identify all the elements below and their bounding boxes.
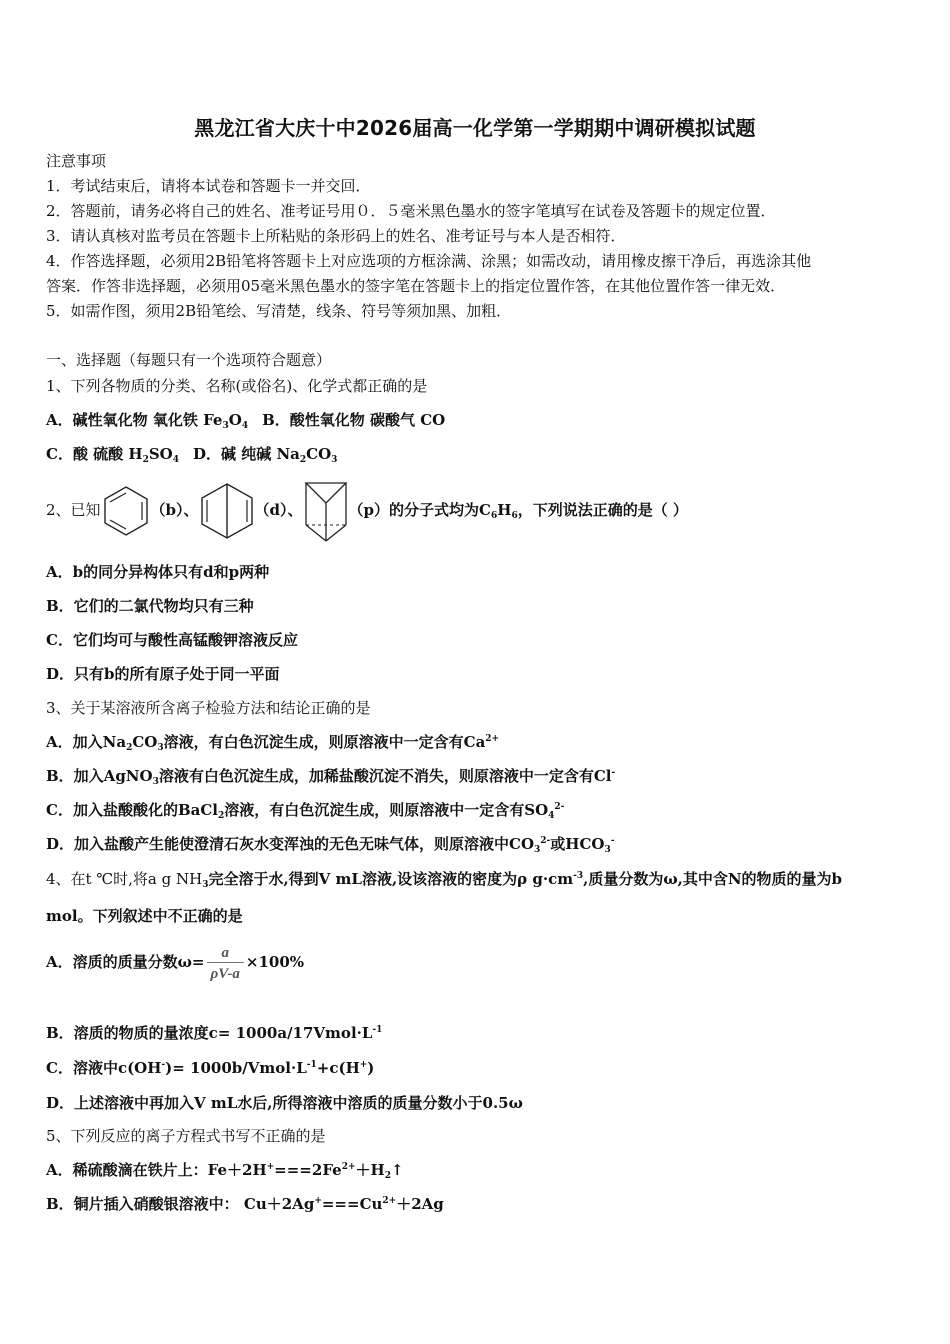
question-4-option-b: B．溶质的物质的量浓度$c= 1000a/17Vmol\cdot L^{-1}$: [46, 1024, 383, 1042]
notice-item: 5．如需作图，须用2B铅笔绘、写清楚，线条、符号等须加黑、加粗．: [46, 302, 512, 320]
notice-heading: 注意事项: [46, 152, 107, 170]
question-2-option: C．它们均可与酸性高锰酸钾溶液反应: [46, 631, 298, 649]
section-heading: 一、选择题（每题只有一个选项符合题意）: [46, 351, 332, 369]
notice-item: 1．考试结束后，请将本试卷和答题卡一并交回．: [46, 177, 371, 195]
question-4-option-d: D．上述溶液中再加入V mL水后,所得溶液中溶质的质量分数小于0.5ω: [46, 1094, 523, 1112]
mass-fraction-formula: $\frac{a}{\rho V-a}$: [207, 944, 244, 983]
question-1-options-ab: A．碱性氧化物 氧化铁 $Fe_3O_4$ B．酸性氧化物 碳酸气 CO: [46, 411, 446, 431]
question-5-stem: 5、下列反应的离子方程式书写不正确的是: [46, 1127, 326, 1145]
question-3-option-d: D．加入盐酸产生能使澄清石灰水变浑浊的无色无味气体，则原溶液中$CO_3^{2-}$或$HCO_3^-$: [46, 835, 615, 855]
question-3-stem: 3、关于某溶液所含离子检验方法和结论正确的是: [46, 699, 371, 717]
notice-item: 3．请认真核对监考员在答题卡上所粘贴的条形码上的姓名、准考证号与本人是否相符．: [46, 227, 626, 245]
question-5-option-a: A．稀硫酸滴在铁片上：$Fe+2H^+===2Fe^{2+}+H_2↑$: [46, 1161, 404, 1181]
dewar-benzene-structure-icon: [199, 481, 255, 541]
question-2-stem: 2、已知 （b）、 （d）、 （p）的分子式均为$C_6H_6$，下列说法正确的是（ ）: [46, 474, 688, 546]
question-3-option-b: B．加入AgNO$_3$溶液有白色沉淀生成，加稀盐酸沉淀不消失，则原溶液中一定含有Cl-: [46, 767, 616, 787]
page-title: 黑龙江省大庆十中2026届高一化学第一学期期中调研模拟试题: [194, 116, 756, 140]
question-3-option-c: C．加入盐酸酸化的BaCl$_2$溶液，有白色沉淀生成，则原溶液中一定含有$SO_4^{2-}$: [46, 801, 565, 821]
question-4-option-c: C．溶液中$c(OH^-)= 1000b/Vmol\cdot L^{-1}+c(H^+)$: [46, 1059, 375, 1077]
question-2-option: B．它们的二氯代物均只有三种: [46, 597, 254, 615]
question-2-option: A．b的同分异构体只有d和p两种: [46, 563, 270, 581]
question-1-stem: 1、下列各物质的分类、名称(或俗名)、化学式都正确的是: [46, 377, 428, 395]
notice-item: 4．作答选择题，必须用2B铅笔将答题卡上对应选项的方框涂满、涂黑；如需改动，请用橡皮擦干净后，再选涂其他: [46, 252, 812, 270]
prismane-structure-icon: [303, 477, 349, 545]
notice-item: 答案．作答非选择题，必须用05毫米黑色墨水的签字笔在答题卡上的指定位置作答，在其他位置作答一律无效．: [46, 277, 786, 295]
question-4-option-a: A．溶质的质量分数ω= $\frac{a}{\rho V-a}$ ×100%: [46, 944, 305, 982]
question-2-option: D．只有b的所有原子处于同一平面: [46, 665, 280, 683]
question-4-stem-line1: 4、在t ℃时,将a g $NH_3$完全溶于水,得到V mL溶液,设该溶液的密度为ρ $g\cdot cm^{-3}$,质量分数为ω,其中含N的物质的量为b: [46, 870, 843, 890]
benzene-structure-icon: [101, 483, 151, 539]
notice-item: 2．答题前，请务必将自己的姓名、准考证号用０．５毫米黑色墨水的签字笔填写在试卷及答题卡的规定位置．: [46, 202, 776, 220]
question-5-option-b: B．铜片插入硝酸银溶液中： $Cu+2Ag^+===Cu^{2+}+2Ag$: [46, 1195, 444, 1213]
question-1-options-cd: C．酸 硫酸 $H_2SO_4$ D．碱 纯碱 $Na_2CO_3$: [46, 445, 338, 465]
question-3-option-a: A．加入$Na_2CO_3$溶液，有白色沉淀生成，则原溶液中一定含有$Ca^{2+}$: [46, 733, 500, 753]
question-4-stem-line2: mol。下列叙述中不正确的是: [46, 907, 243, 925]
